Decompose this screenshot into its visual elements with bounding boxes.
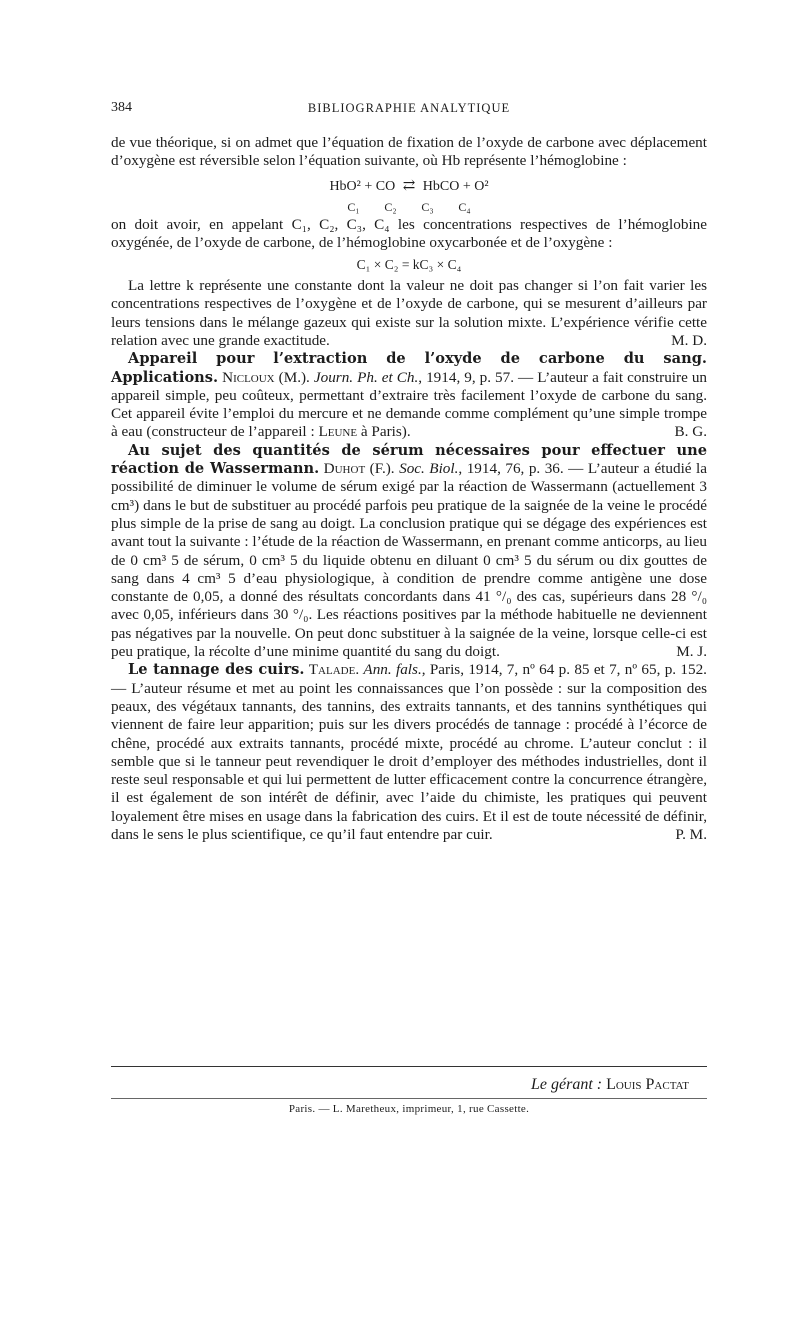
entry-wassermann [111,442,707,662]
entry-tannage [111,661,707,844]
entry-author-initials: . [355,661,364,679]
equation-fixation [111,177,707,196]
equation-equilibrium: C₁ × C₂ = kC₃ × C₄ [356,256,462,272]
imprint-divider [111,1098,707,1099]
gerant-line [531,1076,689,1094]
entry-reference: , 1914, 76, p. 36. — [458,460,588,478]
entry-text: L’auteur a fait construire un appareil simple, peu coûteux, permettant d’extraire très facilement l’oxyde de carbone du sang. Cet appareil évite l’emploi du mercure et ne demande comme complément qu’une simple trompe à eau (constructeur de l’appareil : [111,368,708,441]
intro-paragraph-3-text: La lettre k représente une constante dont la valeur ne doit pas changer si l’on fait varier les concentrations respectives de l’oxygène et de l’oxyde de carbone, qui se mesurent d’ailleurs par leurs tensions dans le mélange gazeux qui existe sur la solution mixte. L’expérience vérifie cette relation avec une grande exactitude. [111,277,707,349]
entry-title: Au sujet des quantités de sérum nécessaires pour effectuer une réaction de Wassermann. [111,441,707,478]
reversible-arrow-icon: ⇄ [402,177,416,194]
signature: M. D. [671,331,707,349]
gerant-label: Le gérant : [530,1076,607,1093]
signature: P. M. [675,825,707,843]
entry-title: Appareil pour l’extraction de l’oxyde de carbone du sang. Applications. [111,350,707,386]
entry-author: Nicloux [222,368,275,386]
running-title: BIBLIOGRAPHIE ANALYTIQUE [307,101,511,115]
intro-paragraph-2: on doit avoir, en appelant C₁, C₂, C₃, C₄ les concentrations respectives de l’hémoglobine oxygénée, de l’oxyde de carbone, de l’hémoglobine oxycarbonée et de l’oxygène : [111,216,707,252]
concentration-label: C₃ [421,199,434,214]
entry-title: Le tannage des cuirs. [128,661,305,679]
footer-divider [111,1066,707,1067]
printer-imprint: Paris. — L. Maretheux, imprimeur, 1, rue Cassette. [288,1103,530,1115]
concentration-label: C₄ [458,199,471,214]
page-number: 384 [111,100,132,115]
equation-concentrations [111,198,707,216]
signature: M. J. [676,643,707,661]
entry-journal: Journ. Ph. et Ch. [313,368,419,386]
equation-left: HbO² + CO [329,178,396,194]
entry-extraction-oxyde [111,350,707,441]
page-body [111,134,707,844]
entry-author-initials: (M.). [274,368,314,386]
concentration-label: C₂ [384,199,397,214]
entry-journal: Ann. fals. [363,661,422,679]
entry-reference: , Paris, 1914, 7, nº 64 p. 85 et 7, nº 65, p. 152. — [111,661,707,697]
equation-right: HbCO + O² [422,178,489,194]
intro-paragraph-1: de vue théorique, si on admet que l’équation de fixation de l’oxyde de carbone avec déplacement d’oxygène est réversible selon l’équation suivante, où Hb représente l’hémoglobine : [111,134,707,170]
page-header [111,100,707,122]
entry-author: Duhot [323,460,366,478]
entry-text: L’auteur résume et met au point les connaissances que l’on possède : sur la composition des peaux, des végétaux tannants, des tannins, des extraits tannants, et des tannins synthétiques qui viennent de faire leur apparition; puis sur les divers procédés de tannage : procédé à l’écorce de chêne, procédé aux extraits tannants, procédé mixte, procédé au chrome. L’auteur conclut : il semble que si le tanneur peut revendiquer le droit d’employer des méthodes industrielles, dont il reste seul responsable et qui lui permettent de lutter efficacement contre la concurrence étrangère, il est également de son intérêt de définir, avec l’aide du chimiste, les pratiques qui peuvent loyalement être mises en usage dans la fabrication des cuirs. Et il est de toute nécessité de définir, dans le sens le plus scientifique, ce qu’il faut entendre par cuir. [111,679,708,843]
entry-text-end: à Paris). [357,423,411,441]
entry-journal: Soc. Biol. [399,460,459,478]
gerant-name: Louis Pactat [606,1076,689,1093]
concentration-label: C₁ [347,199,360,214]
intro-paragraph-3 [111,277,707,350]
entry-author: Talade [308,661,356,679]
entry-text: L’auteur a étudié la possibilité de diminuer le volume de sérum exigé par la réaction de Wassermann (actuellement 3 cm³) dans le but de substituer au procédé parfois peu pratique de la saignée de la veine le procédé plus simple de la prise de sang au doigt. La conclusion pratique qui se dégage des expériences est avant tout la suivante : l’étude de la réaction de Wassermann, en prenant comme anticorps, au lieu de 0 cm³ 5 de sérum, 0 cm³ 5 du liquide obtenu en diluant 0 cm³ 5 du sérum ou dix gouttes de sang dans 4 cm³ 5 d’eau physiologique, à condition de prendre comme antigène une dose constante de 0,05, a donné des résultats concordants dans 41 °/₀ des cas, supérieurs dans 28 °/₀ avec 0,05, inférieurs dans 30 °/₀. Les réactions positives par la méthode habituelle ne deviennent pas négatives par la nouvelle. On peut donc substituer à la saignée de la veine, lorsque celle-ci est peu pratique, la récolte d’une minime quantité du sang du doigt. [111,460,707,661]
entry-reference: , 1914, 9, p. 57. — [418,368,538,386]
entry-author-initials: (F.). [365,460,400,478]
entry-text-name: Leune [318,423,358,441]
signature: B. G. [674,423,707,441]
